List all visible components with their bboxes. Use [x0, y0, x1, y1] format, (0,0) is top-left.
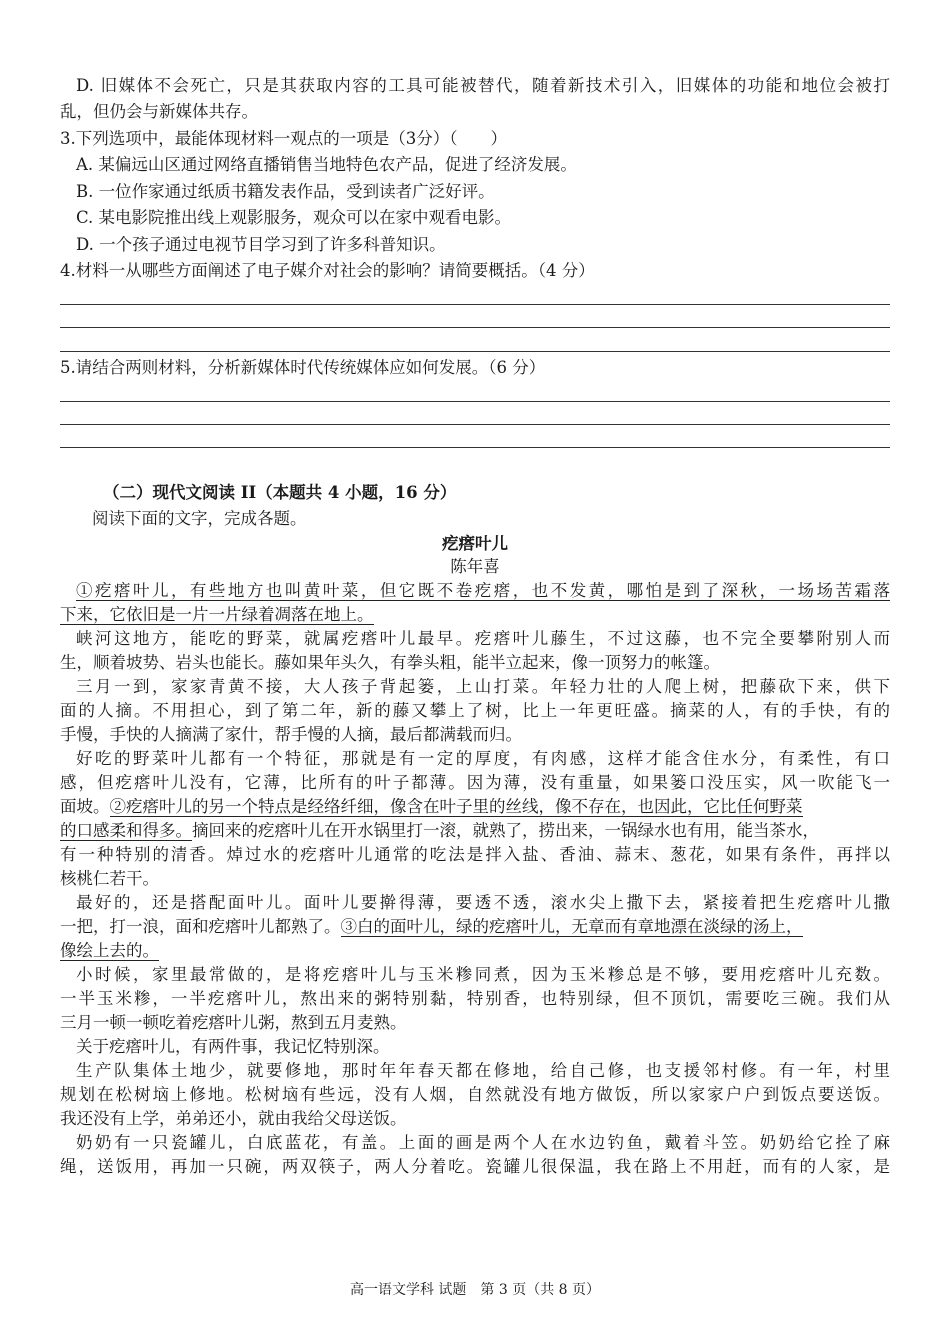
text-span: 摘回来的疙瘩叶儿在开水锅里打一滚，就熟了，捞出来，一锅绿水也有用，能当茶水， [192, 821, 819, 840]
underlined-sentence-3: 像绘上去的。 [60, 941, 159, 960]
answer-line[interactable] [60, 351, 890, 352]
paragraph-line [60, 603, 890, 627]
paragraph-line: 奶奶有一只瓷罐儿，白底蓝花，有盖。上面的画是两个人在水边钓鱼，戴着斗笠。奶奶给它拴了麻 [76, 1133, 890, 1152]
question-3-option-c: C. 某电影院推出线上观影服务，观众可以在家中观看电影。 [76, 208, 512, 227]
paragraph-line [60, 915, 890, 939]
paragraph-line [76, 579, 890, 603]
text-span: 一把，打一浪，面和疙瘩叶儿都熟了。 [60, 917, 341, 936]
paragraph-line: 好吃的野菜叶儿都有一个特征，那就是有一定的厚度，有肉感，这样才能含住水分，有柔性，有口 [76, 749, 890, 768]
question-4: 4.材料一从哪些方面阐述了电子媒介对社会的影响？请简要概括。（4 分） [60, 261, 595, 280]
section-heading: （二）现代文阅读 II（本题共 4 小题，16 分） [103, 483, 457, 502]
paragraph-line: 小时候，家里最常做的，是将疙瘩叶儿与玉米糁同煮，因为玉米糁总是不够，要用疙瘩叶儿充数。 [76, 965, 890, 984]
answer-line[interactable] [60, 304, 890, 305]
text-span: 面坡。 [60, 797, 110, 816]
paragraph-line [60, 819, 890, 843]
paragraph-line: 关于疙瘩叶儿，有两件事，我记忆特别深。 [76, 1037, 390, 1056]
question-3-option-d: D. 一个孩子通过电视节目学习到了许多科普知识。 [76, 235, 446, 254]
paragraph-line [60, 795, 890, 819]
underlined-sentence-1: ①疙瘩叶儿，有些地方也叫黄叶菜，但它既不卷疙瘩，也不发黄，哪怕是到了深秋，一场场苦霜落 [76, 581, 890, 600]
answer-line[interactable] [60, 424, 890, 425]
instruction: 阅读下面的文字，完成各题。 [92, 509, 307, 528]
paragraph-line: 峡河这地方，能吃的野菜，就属疙瘩叶儿最早。疙瘩叶儿藤生，不过这藤，也不完全要攀附别人而 [76, 629, 890, 648]
paragraph-line [60, 939, 890, 963]
paragraph-line: 核桃仁若干。 [60, 869, 159, 888]
paragraph-line: 生产队集体土地少，就要修地，那时年年春天都在修地，给自己修，也支援邻村修。有一年，村里 [76, 1061, 890, 1080]
paragraph-line: 规划在松树垴上修地。松树垴有些远，没有人烟，自然就没有地方做饭，所以家家户户到饭点要送饭。 [60, 1085, 890, 1104]
paragraph-line: 感，但疙瘩叶儿没有，它薄，比所有的叶子都薄。因为薄，没有重量，如果篓口没压实，风一吹能飞一 [60, 773, 890, 792]
question-3-option-b: B. 一位作家通过纸质书籍发表作品，受到读者广泛好评。 [76, 182, 495, 201]
answer-line[interactable] [60, 401, 890, 402]
paragraph-line: 绳，送饭用，再加一只碗，两双筷子，两人分着吃。瓷罐儿很保温，我在路上不用赶，而有的人家，是 [60, 1157, 890, 1176]
article-title: 疙瘩叶儿 [442, 534, 508, 553]
option-d-line-1: D. 旧媒体不会死亡，只是其获取内容的工具可能被替代，随着新技术引入，旧媒体的功能和地位会被打 [76, 76, 890, 95]
paragraph-line: 三月一顿一顿吃着疙瘩叶儿粥，熬到五月麦熟。 [60, 1013, 407, 1032]
answer-line[interactable] [60, 447, 890, 448]
paragraph-line: 面的人摘。不用担心，到了第二年，新的藤又攀上了树，比上一年更旺盛。摘菜的人，有的手快，有的 [60, 701, 890, 720]
paragraph-line: 手慢，手快的人摘满了家什，帮手慢的人摘，最后都满载而归。 [60, 725, 522, 744]
underlined-sentence-2: ②疙瘩叶儿的另一个特点是经络纤细，像含在叶子里的丝线，像不存在，也因此，它比任何野菜 [109, 797, 803, 816]
answer-line[interactable] [60, 327, 890, 328]
paragraph-line: 最好的，还是搭配面叶儿。面叶儿要擀得薄，要透不透，滚水尖上撒下去，紧接着把生疙瘩叶儿撒 [76, 893, 890, 912]
paragraph-line: 生，顺着坡势、岩头也能长。藤如果年头久，有拳头粗，能半立起来，像一顶努力的帐篷。 [60, 653, 720, 672]
article-author: 陈年喜 [450, 557, 500, 576]
question-3-option-a: A. 某偏远山区通过网络直播销售当地特色农产品，促进了经济发展。 [76, 155, 577, 174]
page-footer: 高一语文学科 试题 第 3 页（共 8 页） [349, 1282, 601, 1298]
paragraph-line: 一半玉米糁，一半疙瘩叶儿，熬出来的粥特别黏，特别香，也特别绿，但不顶饥，需要吃三碗。我们从 [60, 989, 890, 1008]
paragraph-line: 我还没有上学，弟弟还小，就由我给父母送饭。 [60, 1109, 407, 1128]
option-d-line-2: 乱，但仍会与新媒体共存。 [60, 102, 258, 121]
paragraph-line: 有一种特别的清香。焯过水的疙瘩叶儿通常的吃法是拌入盐、香油、蒜末、葱花，如果有条件，再拌以 [60, 845, 890, 864]
underlined-sentence-1: 下来，它依旧是一片一片绿着凋落在地上。 [60, 605, 374, 624]
underlined-sentence-2: 的口感柔和得多。 [60, 821, 192, 840]
paragraph-line: 三月一到，家家青黄不接，大人孩子背起篓，上山打菜。年轻力壮的人爬上树，把藤砍下来，供下 [76, 677, 890, 696]
question-3: 3.下列选项中，最能体现材料一观点的一项是（3分）（ ） [60, 129, 507, 148]
underlined-sentence-3: ③白的面叶儿，绿的疙瘩叶儿，无章而有章地漂在淡绿的汤上， [340, 917, 803, 936]
question-5: 5.请结合两则材料，分析新媒体时代传统媒体应如何发展。（6 分） [60, 358, 546, 377]
